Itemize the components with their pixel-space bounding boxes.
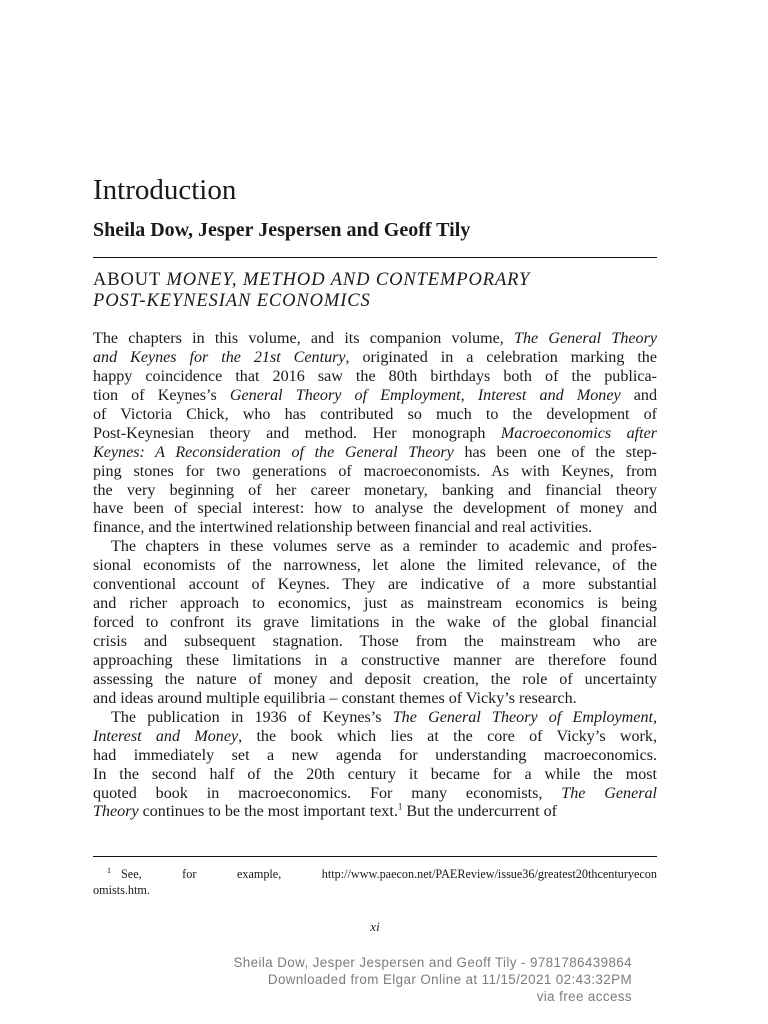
text-run: ping stones for two generations of macroeconomists. As with Keynes, from bbox=[93, 462, 657, 480]
download-watermark bbox=[233, 955, 632, 1005]
paragraph-3 bbox=[93, 709, 657, 823]
text-run: In the second half of the 20th century it became for a while the most bbox=[93, 765, 657, 783]
text-run: and ideas around multiple equilibria – constant themes of Vicky’s research. bbox=[93, 689, 577, 707]
text-line bbox=[93, 368, 657, 387]
text-run: and richer approach to economics, just as mainstream economics is being bbox=[93, 595, 657, 613]
text-run: finance, and the intertwined relationship between financial and real activities. bbox=[93, 519, 593, 537]
text-line bbox=[93, 576, 657, 595]
footnote-rule bbox=[93, 856, 657, 857]
text-line bbox=[93, 463, 657, 482]
text-run: The chapters in these volumes serve as a reminder to academic and profes- bbox=[111, 538, 657, 556]
footnote-line-1: $^1$ See, for example, http://www.paecon.net/PAEReview/issue36/greatest20thcenturyecon bbox=[93, 866, 657, 882]
section-heading-line-1: ABOUT MONEY, METHOD AND CONTEMPORARY bbox=[93, 270, 531, 290]
italic-text: The General Theory of Employment, bbox=[392, 708, 657, 726]
text-run: had immediately set a new agenda for understanding macroeconomics. bbox=[93, 746, 657, 764]
text-run: the very beginning of her career monetary, banking and financial theory bbox=[93, 481, 657, 499]
text-run: and bbox=[620, 386, 658, 404]
text-line bbox=[93, 690, 657, 709]
watermark-line-1: Sheila Dow, Jesper Jespersen and Geoff Tily - 9781786439864 bbox=[233, 955, 632, 970]
paragraph-1 bbox=[93, 330, 657, 538]
footnote-line-2: omists.htm. bbox=[93, 883, 150, 897]
italic-text: and Keynes for the 21st Century bbox=[93, 348, 346, 366]
text-line bbox=[93, 614, 657, 633]
text-run: have been of special interest: how to analyse the development of money and bbox=[93, 500, 657, 518]
text-line bbox=[93, 595, 657, 614]
text-run: forced to confront its grave limitations in the wake of the global financial bbox=[93, 614, 657, 632]
text-line bbox=[93, 330, 657, 349]
watermark-line-2: Downloaded from Elgar Online at 11/15/2021 02:43:32PM bbox=[267, 971, 632, 987]
section-heading-line-2 bbox=[93, 291, 657, 312]
italic-text: The General Theory bbox=[514, 330, 657, 347]
italic-text: The General bbox=[561, 784, 658, 802]
text-line bbox=[93, 803, 657, 822]
text-line bbox=[93, 728, 657, 747]
text-run: , the book which lies at the core of Vicky’s work, bbox=[238, 727, 657, 745]
text-run: The publication in 1936 of Keynes’s bbox=[111, 708, 393, 726]
footnote bbox=[93, 866, 657, 898]
text-line bbox=[93, 349, 657, 368]
text-line bbox=[93, 500, 657, 519]
text-run: crisis and subsequent stagnation. Those from the mainstream who are bbox=[93, 633, 657, 650]
text-run: But the undercurrent of bbox=[402, 803, 557, 821]
text-run: conventional account of Keynes. They are indicative of a more substantial bbox=[93, 576, 657, 594]
text-run: of Victoria Chick, who has contributed so much to the development of bbox=[93, 405, 657, 423]
text-line bbox=[93, 444, 657, 463]
text-run: The chapters in this volume, and its companion volume, bbox=[93, 330, 515, 347]
text-line bbox=[93, 425, 657, 444]
section-heading-italic-1: MONEY, METHOD AND CONTEMPORARY bbox=[166, 270, 531, 290]
section-heading bbox=[93, 270, 657, 312]
italic-text: General Theory of Employment, Interest and Money bbox=[229, 386, 621, 404]
italic-text: Keynes: A Reconsideration of the General Theory bbox=[93, 443, 454, 461]
italic-text: Interest and Money bbox=[93, 727, 239, 745]
text-run: assessing the nature of money and deposit creation, the role of uncertainty bbox=[93, 670, 657, 688]
text-run: sional economists of the narrowness, let alone the limited relevance, of the bbox=[93, 557, 657, 575]
text-line bbox=[93, 766, 657, 785]
text-line bbox=[93, 387, 657, 406]
paragraph-2 bbox=[93, 538, 657, 708]
text-line bbox=[93, 785, 657, 804]
body-text bbox=[93, 330, 657, 822]
text-line bbox=[93, 633, 657, 652]
watermark-line-3: via free access bbox=[536, 988, 632, 1004]
text-line bbox=[93, 652, 657, 671]
chapter-title: Introduction bbox=[93, 174, 237, 206]
page-number: xi bbox=[370, 919, 380, 934]
text-line bbox=[93, 482, 657, 501]
italic-text: Theory bbox=[93, 803, 139, 821]
text-run: Post-Keynesian theory and method. Her monograph bbox=[93, 424, 501, 442]
section-heading-italic-2: POST-KEYNESIAN ECONOMICS bbox=[93, 291, 371, 311]
italic-text: Macroeconomics after bbox=[500, 424, 658, 442]
text-run: has been one of the step- bbox=[453, 443, 657, 461]
text-line bbox=[93, 406, 657, 425]
text-line bbox=[93, 747, 657, 766]
text-run: tion of Keynes’s bbox=[93, 386, 230, 404]
text-line bbox=[93, 519, 657, 538]
text-line bbox=[93, 709, 657, 728]
chapter-authors: Sheila Dow, Jesper Jespersen and Geoff Tily bbox=[93, 219, 471, 241]
text-run: continues to be the most important text. bbox=[138, 803, 398, 821]
text-run: , originated in a celebration marking the bbox=[345, 348, 657, 366]
text-line bbox=[93, 671, 657, 690]
text-run: happy coincidence that 2016 saw the 80th birthdays both of the publica- bbox=[93, 367, 657, 385]
text-line bbox=[93, 538, 657, 557]
text-line bbox=[93, 557, 657, 576]
footnote-reference: 1 bbox=[397, 802, 403, 813]
header-rule bbox=[93, 257, 657, 258]
footnote-number: 1 bbox=[107, 865, 111, 875]
text-run: approaching these limitations in a constructive manner are therefore found bbox=[93, 651, 657, 669]
text-run: quoted book in macroeconomics. For many economists, bbox=[93, 784, 562, 802]
